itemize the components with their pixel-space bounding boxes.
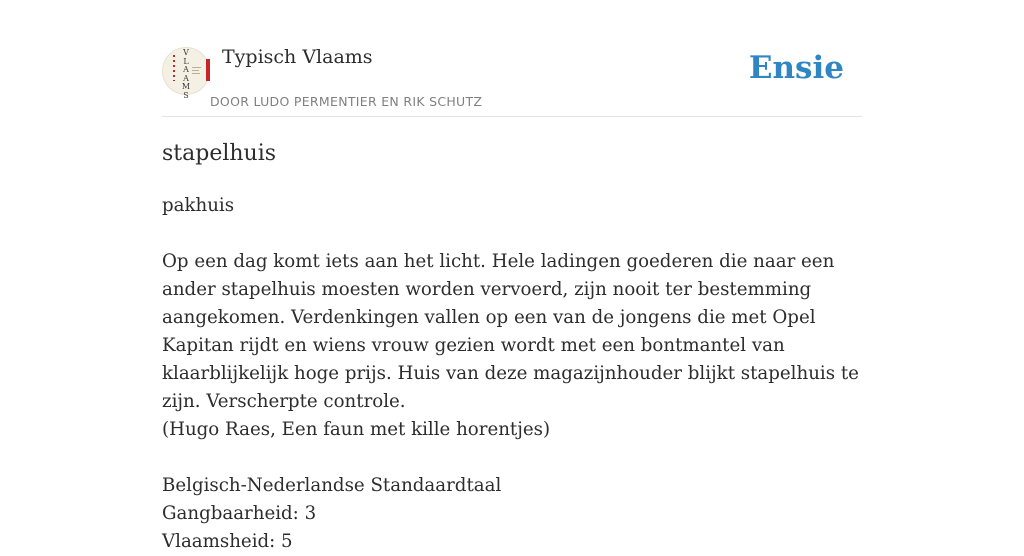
entry-language-variant: Belgisch-Nederlandse Standaardtaal <box>162 475 502 496</box>
book-title-link[interactable]: Typisch Vlaams <box>222 46 373 68</box>
paragraph-gap <box>162 220 862 248</box>
entry-vlaamsheid: Vlaamsheid: 5 <box>162 531 293 552</box>
entry-example: Op een dag komt iets aan het licht. Hele ladingen goederen die naar een ander stapelhuis moesten worden vervoerd, zijn nooit ter bestemming aangekomen. Verdenkingen vallen op een van de jongens die met Opel Kapitan rijdt en wiens vrouw gezien wordt met een bontmantel van klaarblijkelijk hoge prijs. Huis van deze magazijnhouder blijkt stapelhuis te zijn. Verscherpte controle. <box>162 251 859 412</box>
cover-decoration <box>192 70 199 71</box>
book-header <box>162 44 862 117</box>
cover-letters: V L A A M S <box>181 48 191 100</box>
book-authors: DOOR LUDO PERMENTIER EN RIK SCHUTZ <box>210 94 483 109</box>
cover-decoration <box>192 73 200 74</box>
entry-lemma: stapelhuis <box>162 141 277 166</box>
entry-content <box>162 138 862 556</box>
entry-definition: pakhuis <box>162 195 235 216</box>
cover-red-bar <box>206 59 210 81</box>
entry-source: (Hugo Raes, Een faun met kille horentjes) <box>162 419 551 440</box>
cover-decoration <box>192 67 201 68</box>
book-cover-icon[interactable] <box>162 47 210 100</box>
entry-body <box>162 192 862 556</box>
entry-gangbaarheid: Gangbaarheid: 3 <box>162 503 317 524</box>
cover-decoration <box>173 55 175 81</box>
paragraph-gap <box>162 444 862 472</box>
ensie-logo-link[interactable]: Ensie <box>748 50 844 86</box>
